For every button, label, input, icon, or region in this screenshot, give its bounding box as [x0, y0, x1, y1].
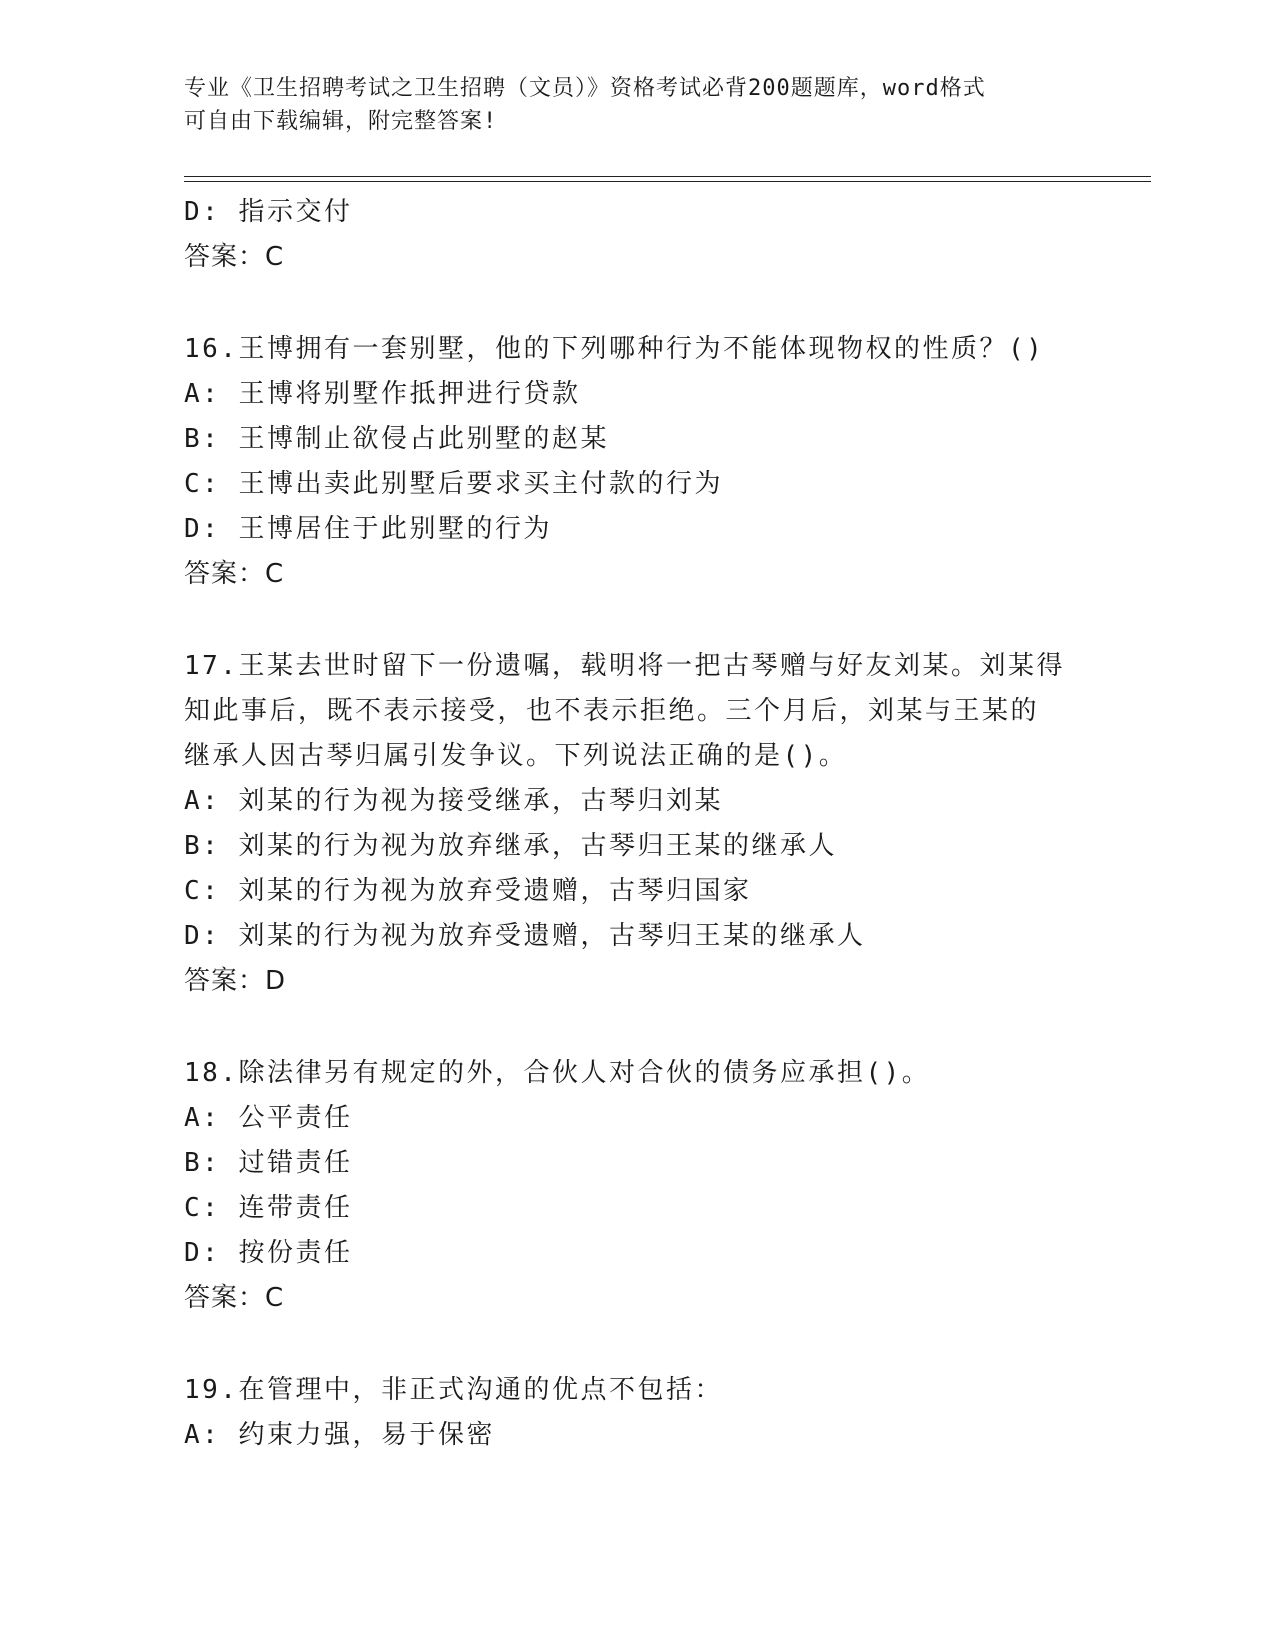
- option-a: A: 刘某的行为视为接受继承，古琴归刘某: [184, 786, 723, 816]
- question-stem-line-2: 知此事后，既不表示接受，也不表示拒绝。三个月后，刘某与王某的: [184, 696, 1040, 726]
- option-a: A: 王博将别墅作抵押进行贷款: [184, 379, 581, 409]
- header-title-line-1: 专业《卫生招聘考试之卫生招聘（文员）》资格考试必背200题题库，word格式: [184, 76, 986, 101]
- option-c: C: 王博出卖此别墅后要求买主付款的行为: [184, 469, 723, 499]
- answer: 答案：C: [184, 1283, 285, 1313]
- option-a: A: 约束力强，易于保密: [184, 1420, 495, 1450]
- option-d: D: 王博居住于此别墅的行为: [184, 514, 552, 544]
- question-stem-line-3: 继承人因古琴归属引发争议。下列说法正确的是()。: [184, 741, 848, 771]
- option-d: D: 按份责任: [184, 1238, 353, 1268]
- option-b: B: 王博制止欲侵占此别墅的赵某: [184, 424, 609, 454]
- question-17: [184, 644, 1084, 1004]
- option-b: B: 刘某的行为视为放弃继承，古琴归王某的继承人: [184, 831, 837, 861]
- header-rule-top: [184, 176, 1151, 177]
- option-c: C: 连带责任: [184, 1193, 353, 1223]
- header-rule-bottom: [184, 181, 1151, 182]
- question-stem: 19.在管理中，非正式沟通的优点不包括：: [184, 1375, 723, 1405]
- question-stem: 18.除法律另有规定的外，合伙人对合伙的债务应承担()。: [184, 1058, 931, 1088]
- carryover-option-d: D: 指示交付: [184, 197, 353, 227]
- option-d: D: 刘某的行为视为放弃受遗赠，古琴归王某的继承人: [184, 921, 866, 951]
- option-b: B: 过错责任: [184, 1148, 353, 1178]
- page-header: [184, 72, 1064, 138]
- option-c: C: 刘某的行为视为放弃受遗赠，古琴归国家: [184, 876, 752, 906]
- question-16: [184, 327, 1084, 597]
- question-stem-line-1: 17.王某去世时留下一份遗嘱，载明将一把古琴赠与好友刘某。刘某得: [184, 651, 1065, 681]
- header-title-line-2: 可自由下载编辑，附完整答案!: [184, 109, 498, 134]
- carryover-answer: 答案：C: [184, 242, 285, 272]
- question-18: [184, 1051, 1084, 1321]
- question-stem: 16.王博拥有一套别墅，他的下列哪种行为不能体现物权的性质？(): [184, 334, 1045, 364]
- question-list: [184, 190, 1084, 1458]
- answer: 答案：C: [184, 559, 285, 589]
- option-a: A: 公平责任: [184, 1103, 353, 1133]
- answer: 答案：D: [184, 966, 287, 996]
- question-19: [184, 1368, 1084, 1458]
